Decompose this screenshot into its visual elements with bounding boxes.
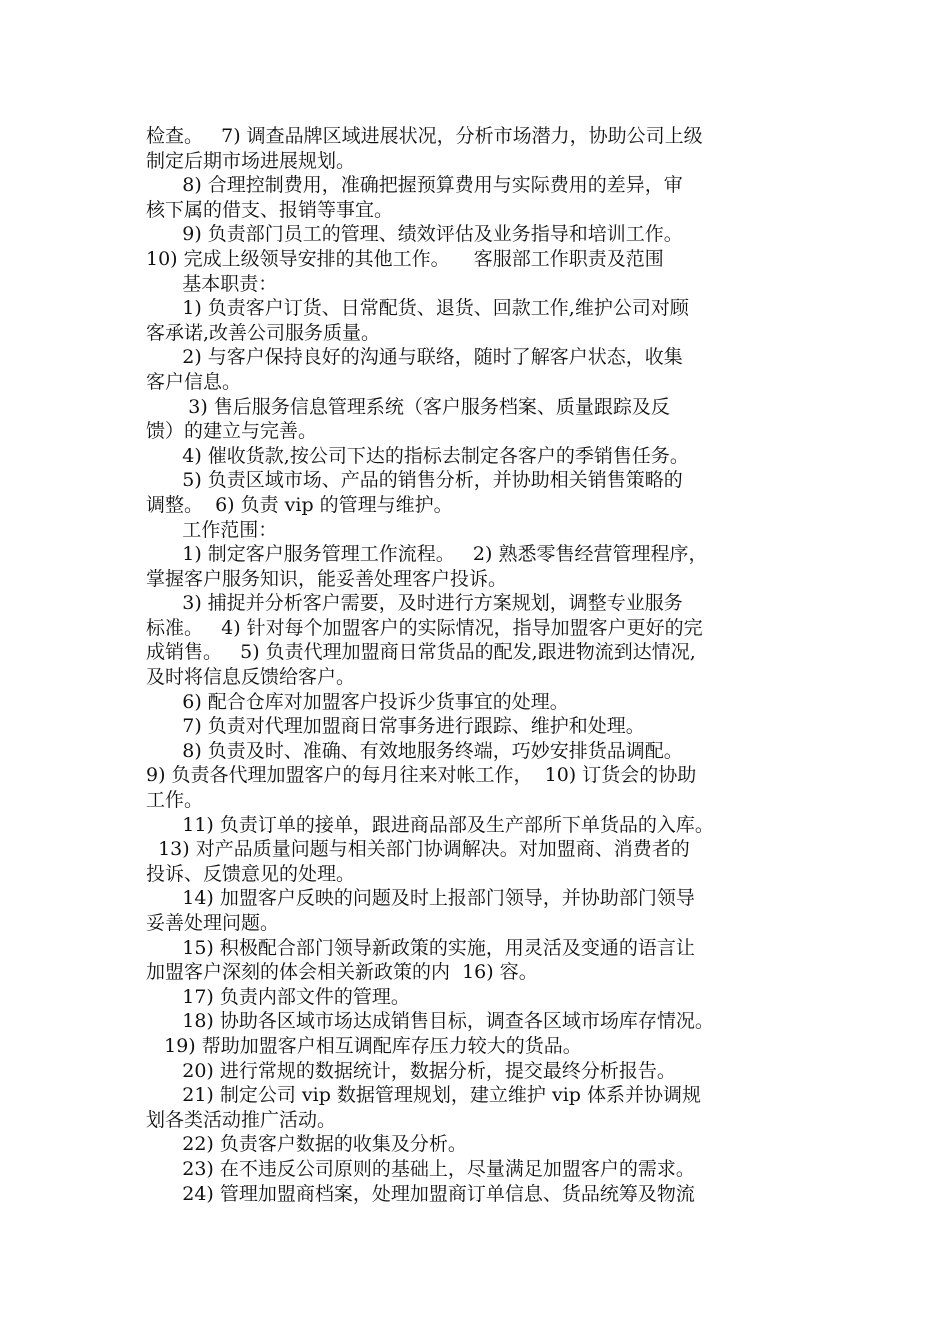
text-line: 调整。 6) 负责 vip 的管理与维护。 — [146, 493, 453, 516]
text-line: 22) 负责客户数据的收集及分析。 — [146, 1133, 467, 1156]
text-line: 掌握客户服务知识，能妥善处理客户投诉。 — [146, 567, 508, 590]
text-line: 馈）的建立与完善。 — [146, 420, 318, 443]
text-line: 客户信息。 — [146, 370, 242, 393]
text-line: 成销售。 5) 负责代理加盟商日常货品的配发,跟进物流到达情况, — [146, 641, 696, 664]
text-line: 8) 负责及时、准确、有效地服务终端，巧妙安排货品调配。 — [146, 739, 683, 762]
text-line: 划各类活动推广活动。 — [146, 1108, 337, 1131]
text-line: 14) 加盟客户反映的问题及时上报部门领导，并协助部门领导 — [146, 887, 695, 910]
text-line: 检查。 7) 调查品牌区域进展状况，分析市场潜力，协助公司上级 — [146, 125, 703, 147]
text-line: 3) 售后服务信息管理系统（客户服务档案、质量跟踪及反 — [146, 395, 670, 418]
text-line: 工作。 — [146, 789, 204, 812]
text-line: 3) 捕捉并分析客户需要，及时进行方案规划，调整专业服务 — [146, 592, 683, 615]
text-line: 核下属的借支、报销等事宜。 — [146, 198, 394, 221]
text-line: 基本职责： — [146, 272, 278, 295]
text-line: 工作范围： — [146, 518, 278, 541]
text-line: 7) 负责对代理加盟商日常事务进行跟踪、维护和处理。 — [146, 715, 645, 738]
text-line: 15) 积极配合部门领导新政策的实施，用灵活及变通的语言让 — [146, 936, 695, 959]
text-line: 9) 负责各代理加盟客户的每月往来对帐工作， 10) 订货会的协助 — [146, 764, 697, 787]
text-line: 1) 制定客户服务管理工作流程。 2) 熟悉零售经营管理程序， — [146, 543, 708, 566]
text-line: 6) 配合仓库对加盟客户投诉少货事宜的处理。 — [146, 690, 569, 713]
text-line: 标准。 4) 针对每个加盟客户的实际情况，指导加盟客户更好的完 — [146, 616, 703, 639]
text-line: 投诉、反馈意见的处理。 — [146, 862, 356, 885]
text-line: 制定后期市场进展规划。 — [146, 149, 356, 172]
text-line: 23) 在不违反公司原则的基础上，尽量满足加盟客户的需求。 — [146, 1157, 695, 1180]
text-line: 及时将信息反馈给客户。 — [146, 666, 356, 689]
text-line: 2) 与客户保持良好的沟通与联络，随时了解客户状态，收集 — [146, 346, 683, 369]
text-line: 8) 合理控制费用，准确把握预算费用与实际费用的差异，审 — [146, 174, 683, 197]
text-line: 17) 负责内部文件的管理。 — [146, 985, 410, 1008]
text-line: 24) 管理加盟商档案，处理加盟商订单信息、货品统筹及物流 — [146, 1182, 695, 1205]
text-line: 19) 帮助加盟客户相互调配库存压力较大的货品。 — [146, 1034, 582, 1057]
text-line: 客承诺,改善公司服务质量。 — [146, 321, 381, 344]
text-line: 9) 负责部门员工的管理、绩效评估及业务指导和培训工作。 — [146, 223, 683, 246]
text-line: 13) 对产品质量问题与相关部门协调解决。对加盟商、消费者的 — [146, 838, 690, 861]
body-text — [146, 124, 811, 1206]
text-line: 4) 催收货款,按公司下达的指标去制定各客户的季销售任务。 — [146, 444, 689, 467]
text-line: 18) 协助各区域市场达成销售目标，调查各区域市场库存情况。 — [146, 1010, 714, 1033]
text-line: 妥善处理问题。 — [146, 912, 280, 934]
text-line: 20) 进行常规的数据统计，数据分析，提交最终分析报告。 — [146, 1059, 676, 1082]
text-line: 5) 负责区域市场、产品的销售分析，并协助相关销售策略的 — [146, 469, 683, 492]
text-line: 11) 负责订单的接单，跟进商品部及生产部所下单货品的入库。 — [146, 813, 714, 836]
text-line: 21) 制定公司 vip 数据管理规划，建立维护 vip 体系并协调规 — [146, 1084, 701, 1107]
text-line: 1) 负责客户订货、日常配货、退货、回款工作,维护公司对顾 — [146, 297, 689, 320]
text-line: 10) 完成上级领导安排的其他工作。 客服部工作职责及范围 — [146, 247, 664, 270]
text-line: 加盟客户深刻的体会相关新政策的内 16) 容。 — [146, 961, 538, 984]
